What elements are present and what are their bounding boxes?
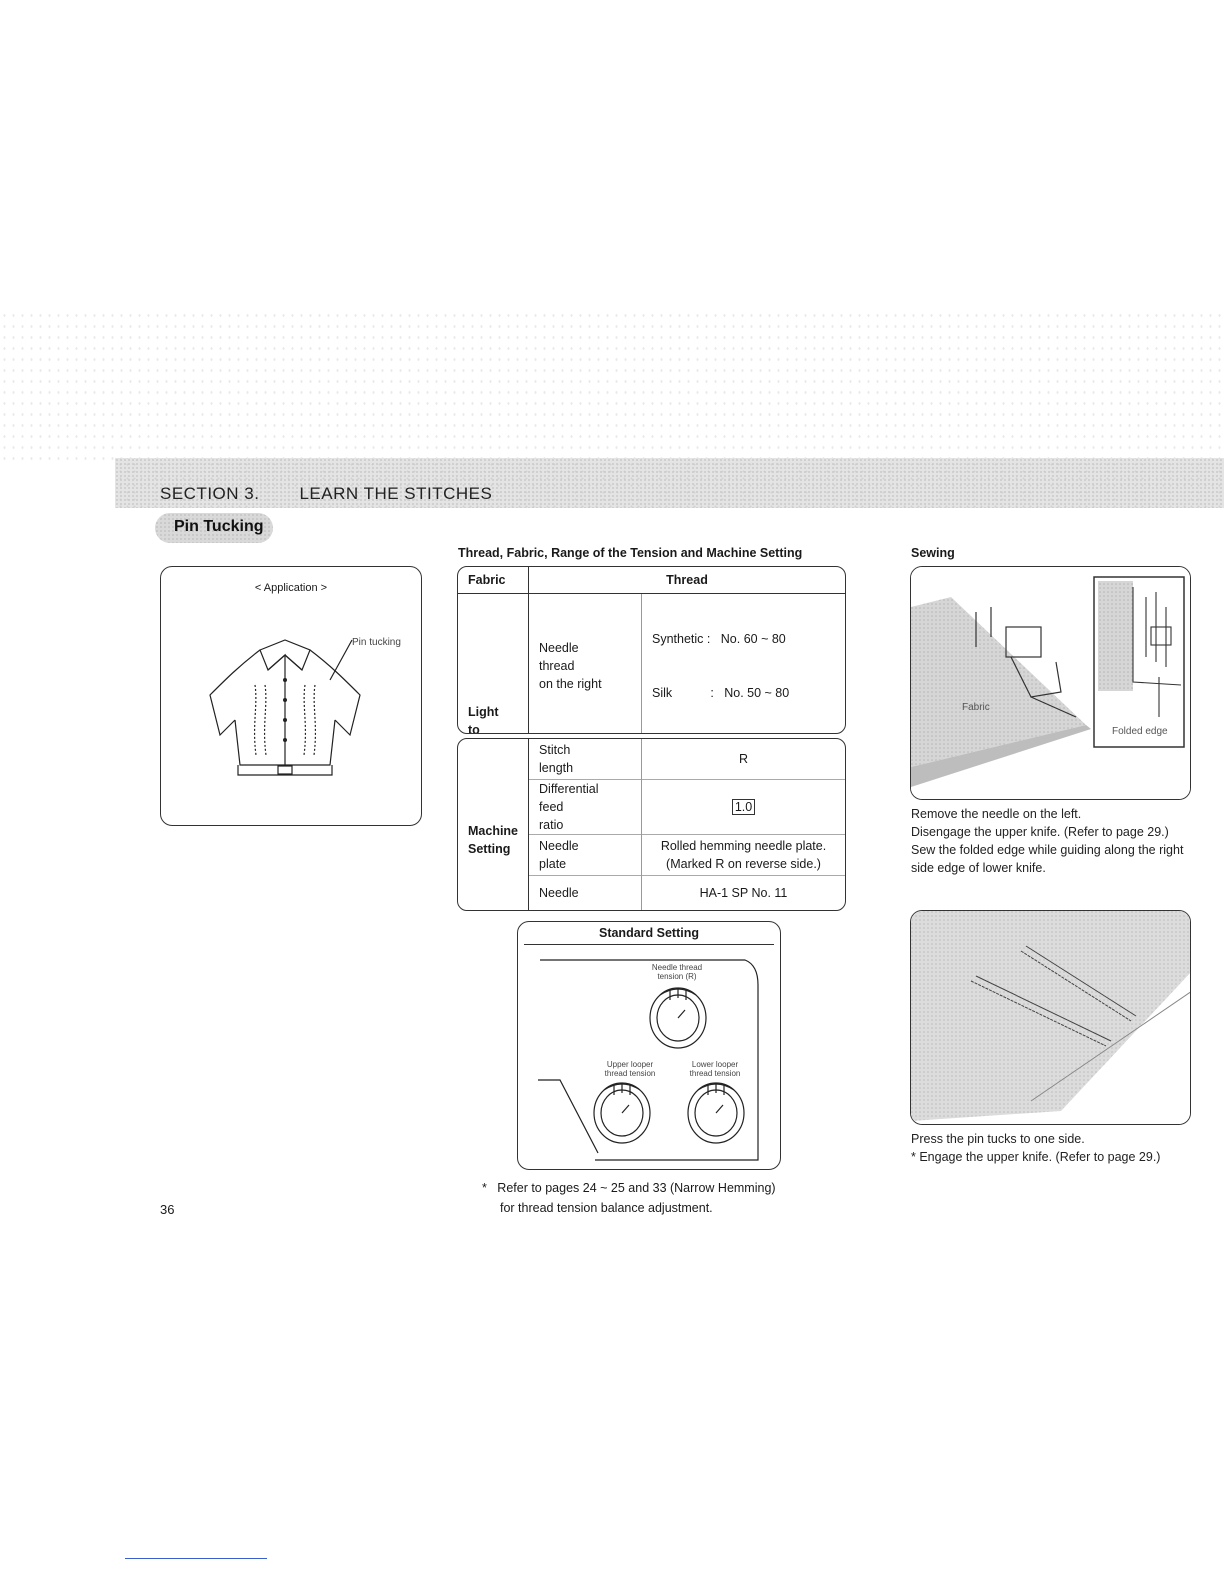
sewing-instructions [911, 805, 1191, 877]
needle-item: Needle [529, 876, 642, 911]
needle-tension-dial [650, 988, 706, 1048]
blouse-illustration [190, 625, 390, 795]
value-line: Synthetic : No. 60 ~ 80 [652, 632, 786, 646]
folded-edge-callout: Folded edge [1112, 726, 1168, 737]
section-header [160, 484, 532, 504]
instruction-3: Sew the folded edge while guiding along the right side edge of lower knife. [911, 843, 1184, 875]
section-title: LEARN THE STITCHES [299, 484, 493, 503]
scan-speckle-texture [0, 310, 1224, 460]
instruction-1: Remove the needle on the left. [911, 807, 1082, 821]
item-line: ratio [539, 818, 564, 832]
item-line: Stitch [539, 743, 571, 757]
title-divider [524, 944, 774, 945]
note-line-2: for thread tension balance adjustment. [500, 1201, 713, 1215]
tension-note [482, 1178, 776, 1218]
note-marker: * [482, 1181, 487, 1195]
topic-title: Pin Tucking [174, 518, 264, 535]
differential-feed-item [529, 780, 642, 835]
section-number: SECTION 3. [160, 484, 260, 503]
needle-plate-item [529, 835, 642, 876]
pin-tucking-callout: Pin tucking [352, 637, 401, 648]
needle-value: HA-1 SP No. 11 [642, 876, 845, 911]
item-line: Needle [539, 839, 579, 853]
page-number: 36 [160, 1202, 175, 1217]
item-line: thread [539, 659, 575, 673]
stitch-length-value: R [642, 739, 845, 780]
label-line: Machine [468, 823, 519, 838]
pin-tucks-photo [910, 910, 1191, 1125]
needle-thread-value [642, 594, 846, 735]
col-fabric-header: Fabric [458, 567, 529, 594]
item-line: Differential [539, 782, 599, 796]
item-line: feed [539, 800, 564, 814]
fabric-callout: Fabric [962, 702, 990, 713]
thread-fabric-table [457, 566, 846, 734]
label-line: Upper looper [606, 1060, 654, 1069]
label-line: tension (R) [657, 972, 697, 981]
footer-rule [125, 1558, 267, 1559]
item-line: length [539, 761, 574, 775]
label-line: Needle thread [651, 963, 703, 972]
differential-feed-value-cell [642, 780, 845, 835]
label-line: Setting [468, 841, 511, 856]
item-line: on the right [539, 677, 602, 691]
lower-looper-dial [688, 1083, 744, 1143]
needle-thread-item [529, 594, 642, 735]
engage-knife-note: * Engage the upper knife. (Refer to page 29.) [911, 1150, 1161, 1164]
sewing-photo-drawing [911, 567, 1191, 800]
note-line-1: Refer to pages 24 ~ 25 and 33 (Narrow Hemming) [497, 1181, 776, 1195]
label-line: thread tension [604, 1069, 656, 1078]
machine-setting-table [457, 738, 846, 911]
label-line: thread tension [689, 1069, 741, 1078]
machine-setting-label [458, 739, 529, 910]
differential-feed-value: 1.0 [732, 799, 755, 815]
value-line: Rolled hemming needle plate. [660, 839, 827, 853]
item-line: plate [539, 857, 567, 871]
fabric-cell [458, 594, 529, 735]
label-line: Lower looper [691, 1060, 739, 1069]
col-thread-header: Thread [529, 567, 846, 594]
sewing-title: Sewing [911, 546, 955, 560]
value-line: Silk : No. 50 ~ 80 [652, 686, 790, 700]
pin-tucks-drawing [911, 911, 1191, 1125]
standard-setting-title: Standard Setting [598, 926, 699, 940]
item-line: Needle [539, 641, 579, 655]
application-title: < Application > [254, 582, 328, 594]
needle-plate-value [642, 835, 845, 876]
table-title: Thread, Fabric, Range of the Tension and Machine Setting [458, 546, 803, 560]
instruction-2: Disengage the upper knife. (Refer to page 29.) [911, 825, 1169, 839]
fabric-line: Light [468, 704, 499, 719]
value-line: (Marked R on reverse side.) [666, 857, 821, 871]
fabric-line: to [468, 722, 480, 734]
stitch-length-item [529, 739, 642, 780]
sewing-photo [910, 566, 1191, 800]
tension-dials-diagram [530, 955, 770, 1165]
photo2-caption: Press the pin tucks to one side. [911, 1132, 1085, 1146]
upper-looper-dial [594, 1083, 650, 1143]
